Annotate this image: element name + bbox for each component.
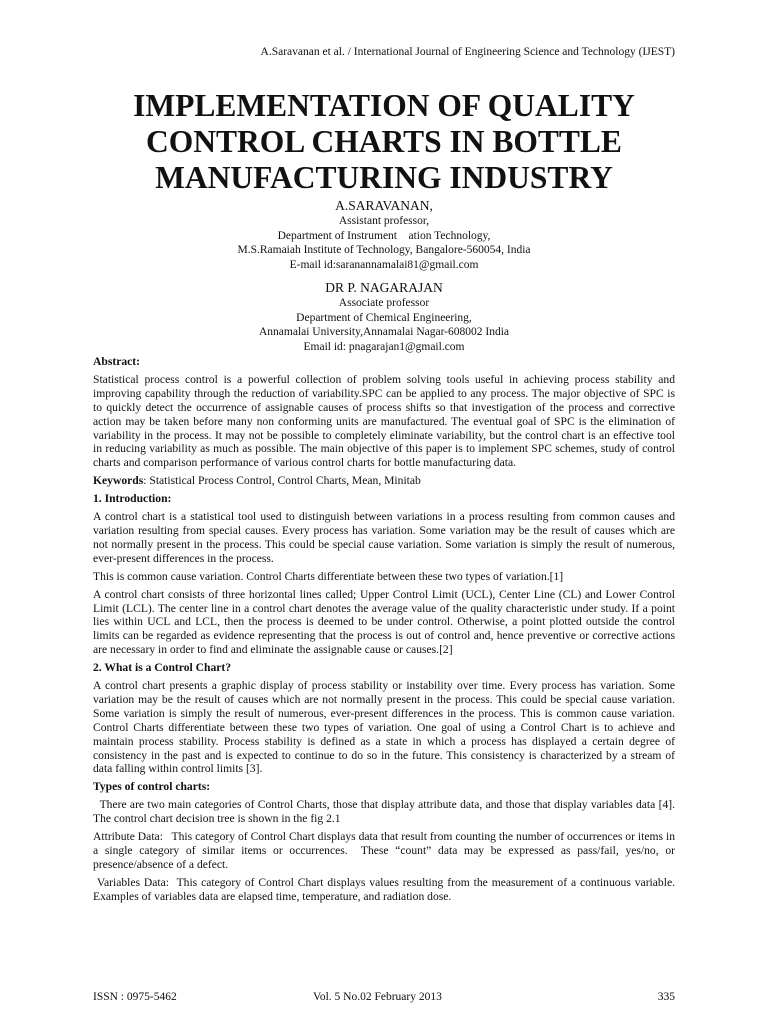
types-heading: Types of control charts: <box>93 780 211 794</box>
footer-issn: ISSN : 0975-5462 <box>93 991 177 1003</box>
abstract-text: Statistical process control is a powerful collection of problem solving tools useful in achieving process stability and improving capability through the reduction of variability.SPC can be applied to any process. The major objective of SPC is to quickly detect the occurrence of assignable causes of process shifts so that investigation of the process and corrective action may be taken before many non conforming units are manufactured. The eventual goal of SPC is the elimination of variability in the process. It may not be possible to completely eliminate variability, but the control chart is an effective tool in reducing variability as much as possible. The main objective of this paper is to implement SPC schemes, study of control charts and comparison performance of various control charts for bottle manufacturing data. <box>93 372 675 470</box>
author-2-email: Email id: pnagarajan1@gmail.com <box>303 340 465 353</box>
keywords <box>93 474 675 488</box>
control-chart-heading: 2. What is a Control Chart? <box>93 661 232 675</box>
intro-paragraph-3: A control chart consists of three horizontal lines called; Upper Control Limit (UCL), Center Line (CL) and Lower Control Limit (LCL). The center line in a control chart denotes the average value of the quality characteristic under study. If a point lies within UCL and LCL, then the process is deemed to be under control. Otherwise, a point plotted outside the control limits can be regarded as evidence representing that the process is out of control and, hence preventive or corrective actions are necessary in order to find and eliminate the assignable cause or causes.[2] <box>93 587 675 657</box>
title-line-3: MANUFACTURING INDUSTRY <box>155 160 613 195</box>
intro-paragraph-2: This is common cause variation. Control Charts differentiate between these two types of variation.[1] <box>93 569 564 583</box>
paper-title <box>0 88 768 196</box>
types-paragraph-1: There are two main categories of Control Charts, those that display attribute data, and those that display variables data [4]. The control chart decision tree is shown in the fig 2.1 <box>93 798 678 826</box>
author-2-block <box>0 279 768 354</box>
keywords-list: : Statistical Process Control, Control Charts, Mean, Minitab <box>143 474 421 488</box>
keywords-label: Keywords <box>93 474 144 488</box>
abstract-heading: Abstract: <box>93 355 141 368</box>
footer-page-number: 335 <box>657 991 675 1003</box>
author-1-institution: M.S.Ramaiah Institute of Technology, Bangalore-560054, India <box>237 244 531 256</box>
running-head: A.Saravanan et al. / International Journal of Engineering Science and Technology (IJEST) <box>260 46 675 58</box>
author-1-name: A.SARAVANAN, <box>335 198 433 213</box>
author-1-role: Assistant professor, <box>338 215 430 227</box>
variables-data-paragraph: Variables Data: This category of Control Chart displays values resulting from the measurement of a continuous variable. Examples of variables data are elapsed time, temperature, and radiation dose. <box>93 875 681 903</box>
intro-heading: 1. Introduction: <box>93 492 172 506</box>
author-2-department: Department of Chemical Engineering, <box>296 311 472 324</box>
page-footer <box>93 991 675 1003</box>
author-2-name: DR P. NAGARAJAN <box>325 280 443 295</box>
attribute-data-paragraph: Attribute Data: This category of Control Chart displays data that result from counting the number of occurrences or items in a single category of similar items or occurrences. These “count” data may be expressed as pass/fail, yes/no, or presence/absence of a defect. <box>93 830 678 871</box>
control-chart-paragraph: A control chart presents a graphic display of process stability or instability over time. Every process has variation. Some variation may be the result of causes which are not normally present in the process. This could be special cause variation. Some variation is simply the result of numerous, ever-present differences in the process. This is common cause variation. Control Charts differentiate between these two types of variation. One goal of using a Control Chart is to achieve and maintain process stability. Process stability is defined as a state in which a process has displayed a certain degree of consistency in the past and is expected to continue to do so in the future. This consistency is characterized by a stream of data falling within control limits [3]. <box>93 679 675 776</box>
author-1-email: E-mail id:saranannamalai81@gmail.com <box>289 258 479 271</box>
intro-paragraph-1: A control chart is a statistical tool used to distinguish between variations in a process resulting from common causes and variation resulting from special causes. Every process has variation. Some variation may be the result of causes which are not normally present in the process. This could be special cause variation. Some variation is simply the result of numerous, ever-present differences in the process. <box>93 510 675 565</box>
author-2-role: Associate professor <box>338 297 430 309</box>
body-text <box>93 355 681 908</box>
title-line-1: IMPLEMENTATION OF QUALITY <box>133 88 635 123</box>
title-line-2: CONTROL CHARTS IN BOTTLE <box>146 124 622 159</box>
author-1-block <box>0 197 768 272</box>
footer-volume: Vol. 5 No.02 February 2013 <box>313 991 442 1003</box>
author-1-department: Department of Instrument ation Technology, <box>277 229 491 242</box>
author-2-institution: Annamalai University,Annamalai Nagar-608002 India <box>258 326 510 338</box>
